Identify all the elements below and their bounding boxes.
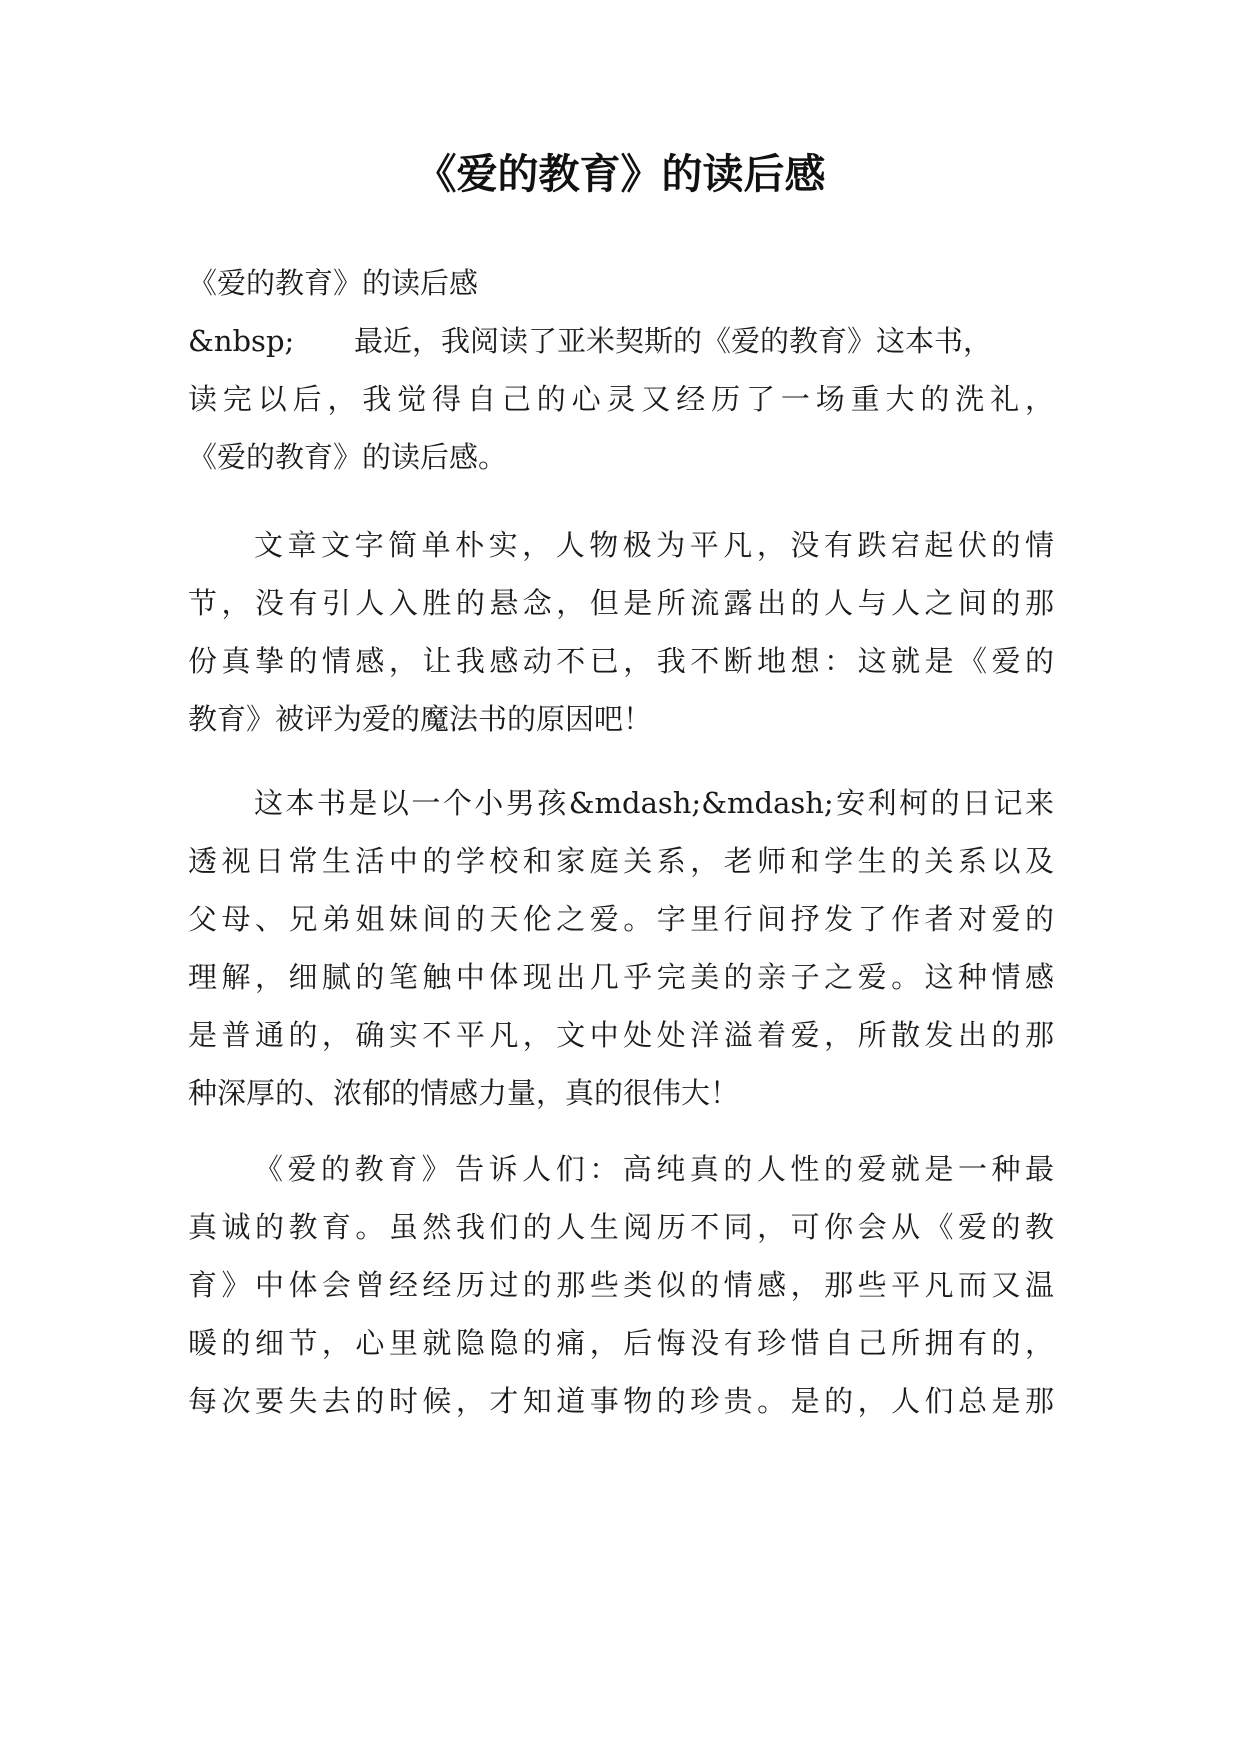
intro-line-text: 最近，我阅读了亚米契斯的《爱的教育》这本书， xyxy=(354,324,993,358)
paragraph xyxy=(188,1140,1054,1430)
paragraph-line: 是普通的，确实不平凡，文中处处洋溢着爱，所散发出的那 xyxy=(188,1018,1054,1052)
heading-line: 《爱的教育》的读后感 xyxy=(188,266,479,300)
paragraph-line: 父母、兄弟姐妹间的天伦之爱。字里行间抒发了作者对爱的 xyxy=(188,902,1054,936)
document-title: 《爱的教育》的读后感 xyxy=(415,150,826,198)
paragraph-line: 份真挚的情感，让我感动不已，我不断地想：这就是《爱的 xyxy=(188,644,1054,678)
paragraph-line: 这本书是以一个小男孩&mdash;&mdash;安利柯的日记来 xyxy=(254,786,1054,820)
paragraph xyxy=(188,774,1054,1122)
paragraph-line: 育》中体会曾经经历过的那些类似的情感，那些平凡而又温 xyxy=(188,1268,1054,1302)
paragraph-line: 种深厚的、浓郁的情感力量，真的很伟大！ xyxy=(188,1076,740,1110)
paragraph-line: 每次要失去的时候，才知道事物的珍贵。是的，人们总是那 xyxy=(188,1384,1054,1418)
intro-line xyxy=(188,312,1054,370)
paragraph-line: 真诚的教育。虽然我们的人生阅历不同，可你会从《爱的教 xyxy=(188,1210,1054,1244)
nbsp-entity-text: &nbsp; xyxy=(188,324,295,358)
intro-line: 读完以后，我觉得自己的心灵又经历了一场重大的洗礼， xyxy=(188,382,1054,416)
paragraph-line: 透视日常生活中的学校和家庭关系，老师和学生的关系以及 xyxy=(188,844,1054,878)
paragraph-line: 文章文字简单朴实，人物极为平凡，没有跌宕起伏的情 xyxy=(254,528,1054,562)
paragraph-line: 教育》被评为爱的魔法书的原因吧！ xyxy=(188,702,653,736)
paragraph-line: 节，没有引人入胜的悬念，但是所流露出的人与人之间的那 xyxy=(188,586,1054,620)
intro-block xyxy=(188,254,1054,486)
paragraph-line: 理解，细腻的笔触中体现出几乎完美的亲子之爱。这种情感 xyxy=(188,960,1054,994)
paragraph-line: 《爱的教育》告诉人们：高纯真的人性的爱就是一种最 xyxy=(254,1152,1054,1186)
paragraph-line: 暖的细节，心里就隐隐的痛，后悔没有珍惜自己所拥有的， xyxy=(188,1326,1054,1360)
intro-line: 《爱的教育》的读后感。 xyxy=(188,440,508,474)
paragraph xyxy=(188,516,1054,748)
